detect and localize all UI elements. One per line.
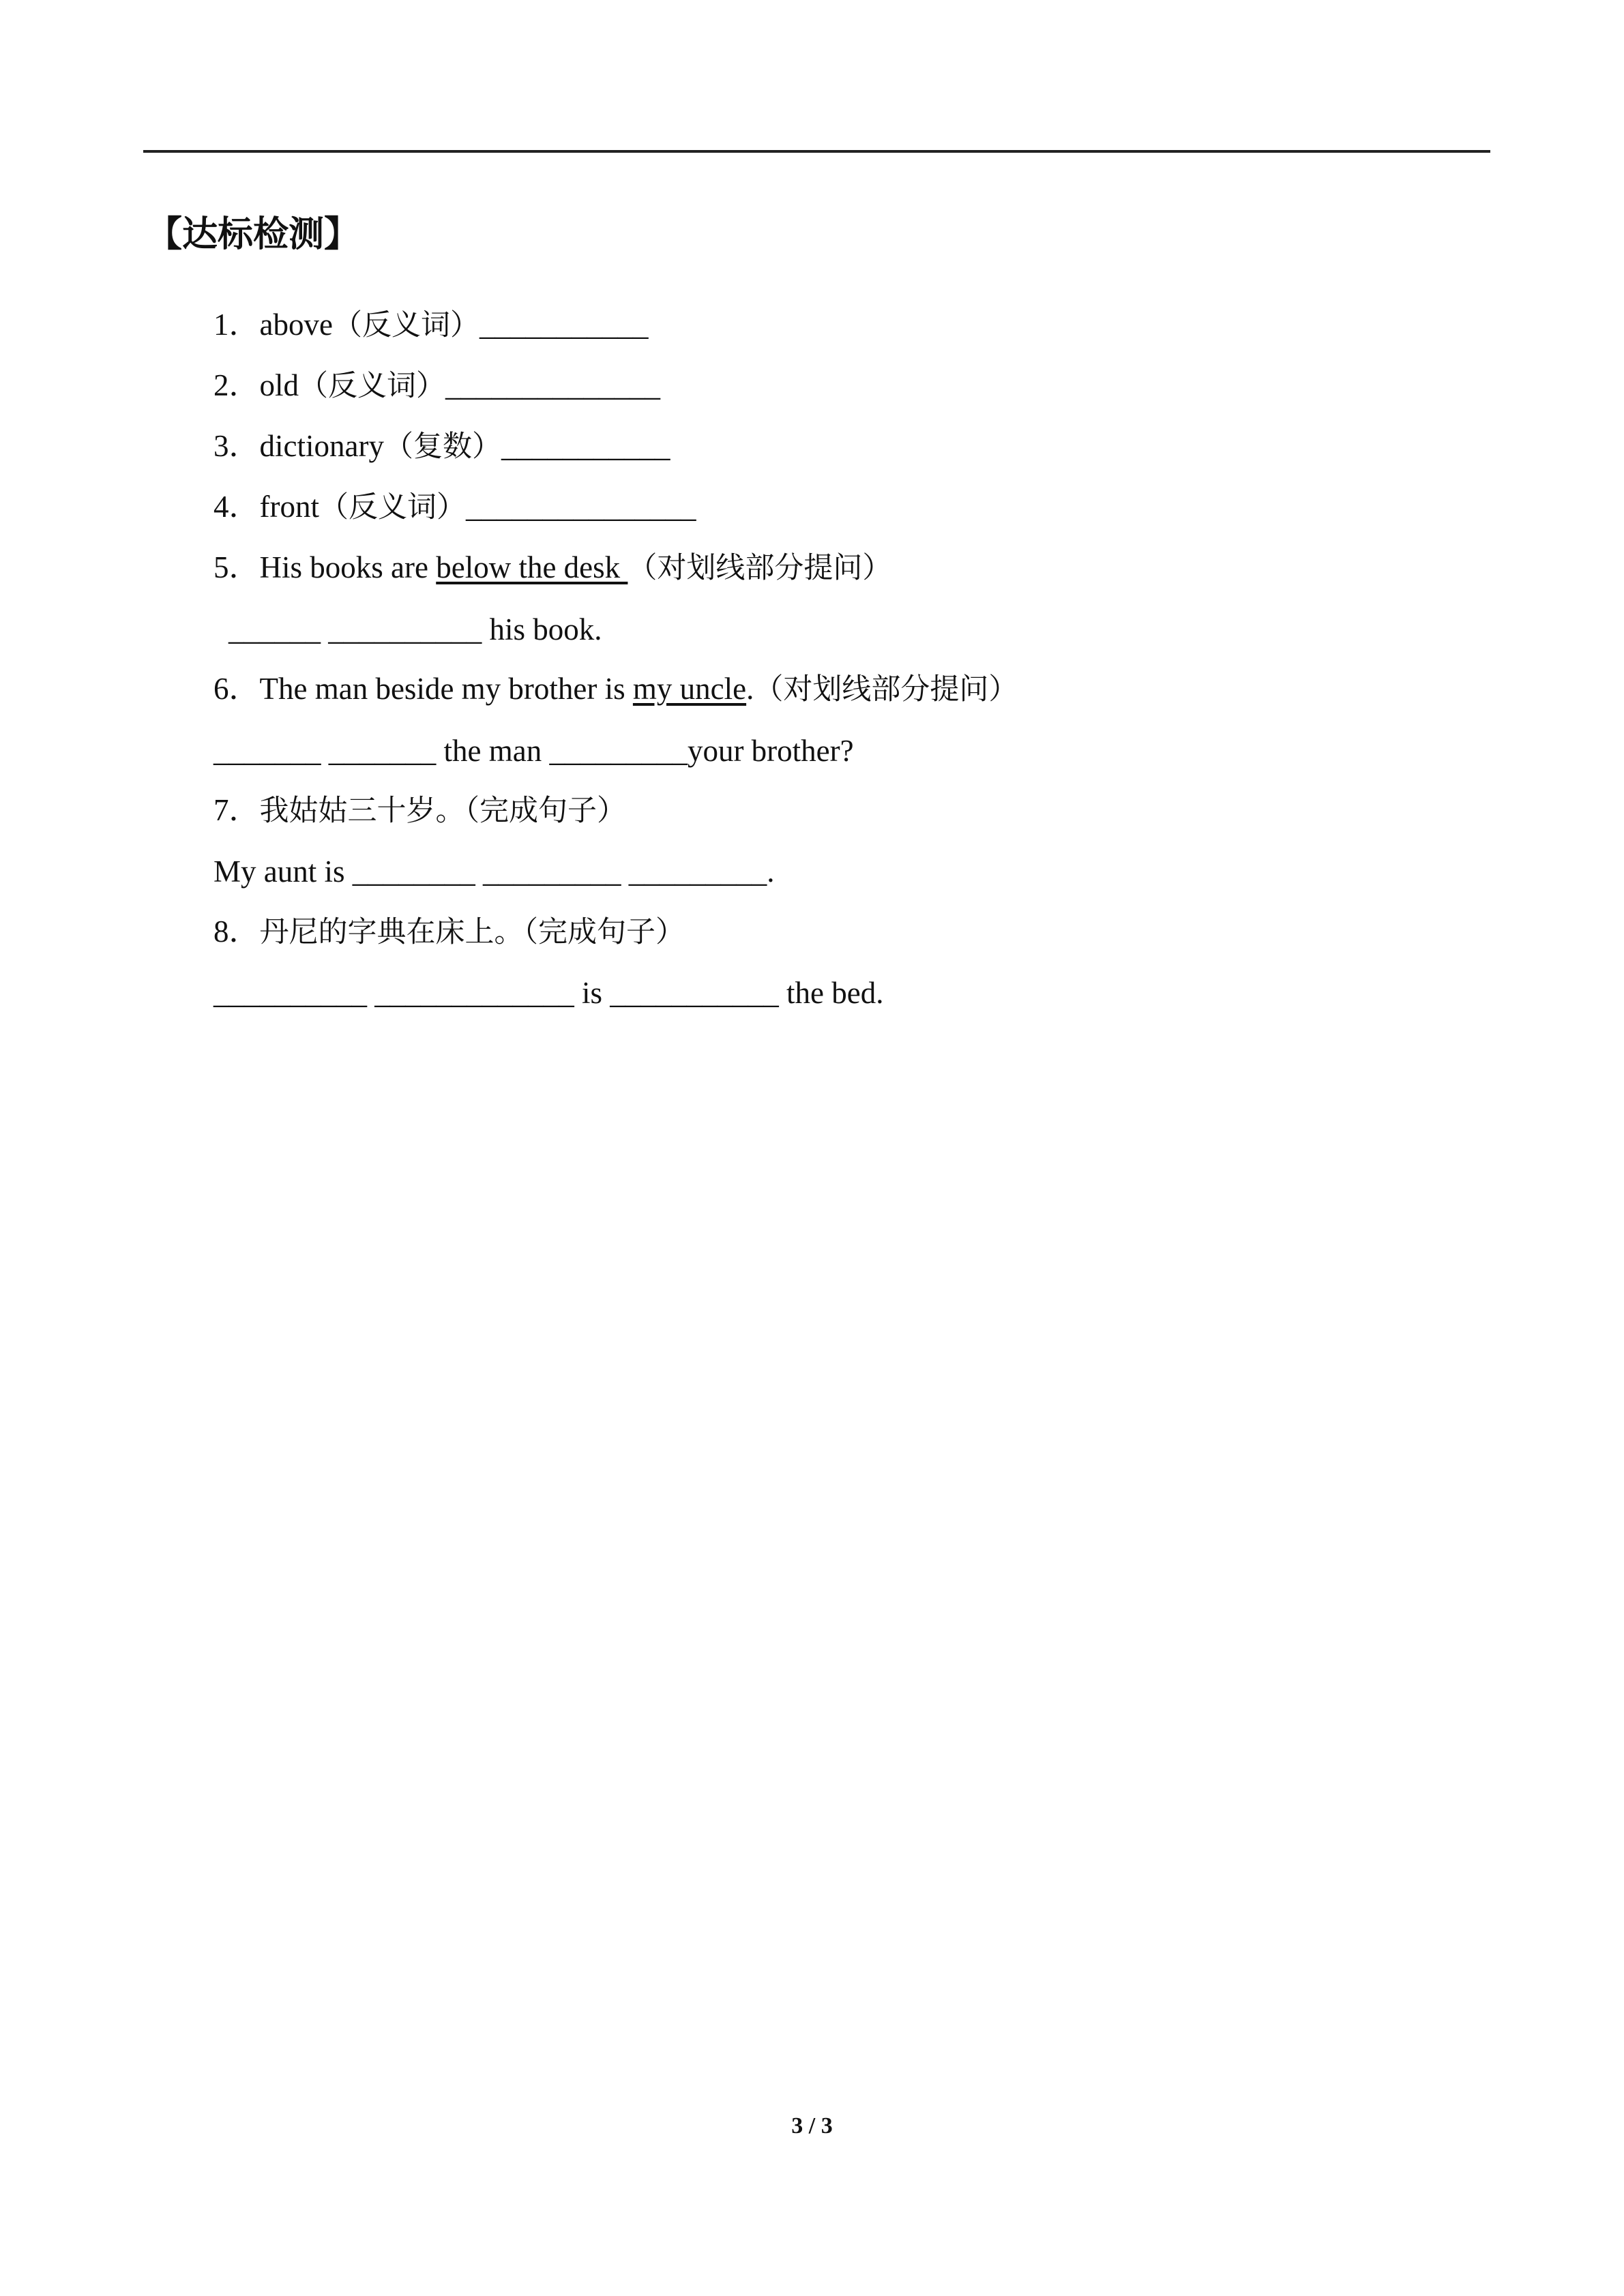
question-text: The man beside my brother is xyxy=(259,672,633,706)
page-number: 3 / 3 xyxy=(791,2113,833,2138)
question-number: 1． xyxy=(213,308,260,342)
question-number: 3． xyxy=(213,429,260,463)
header-rule xyxy=(143,150,1490,153)
question-text: 丹尼的字典在床上。（完成句子） xyxy=(259,915,685,949)
question-4 xyxy=(213,488,696,526)
question-note: （复数） xyxy=(383,430,501,464)
question-text: 我姑姑三十岁。（完成句子） xyxy=(259,794,627,828)
answer-line-7[interactable]: My aunt is ________ _________ _________. xyxy=(213,854,775,889)
answer-blank[interactable]: ______________ xyxy=(445,368,661,402)
answer-line-5[interactable]: ______ __________ his book. xyxy=(228,612,602,646)
section-title: 【达标检测】 xyxy=(147,214,360,255)
question-6 xyxy=(213,670,1018,709)
answer-line-8[interactable]: __________ _____________ is ___________ the bed. xyxy=(213,976,884,1010)
question-note: （反义词） xyxy=(319,490,466,524)
question-number: 8． xyxy=(213,914,260,949)
question-number: 5． xyxy=(213,550,260,584)
question-number: 4． xyxy=(213,490,260,524)
question-number: 6． xyxy=(213,672,260,706)
question-number: 2． xyxy=(213,368,260,402)
question-word: front xyxy=(259,490,319,524)
question-2 xyxy=(213,366,660,405)
question-note: （对划线部分提问） xyxy=(628,551,892,585)
question-3 xyxy=(213,427,670,466)
answer-line-6[interactable]: _______ _______ the man _________your brother? xyxy=(213,734,854,768)
question-note: （对划线部分提问） xyxy=(754,672,1018,706)
question-1 xyxy=(213,305,648,344)
question-word: dictionary xyxy=(259,429,384,463)
question-8 xyxy=(213,912,685,951)
question-7 xyxy=(213,791,626,830)
question-note: （反义词） xyxy=(299,369,446,403)
question-number: 7． xyxy=(213,793,260,827)
underlined-phrase: below the desk xyxy=(436,550,628,584)
question-text: His books are xyxy=(259,550,437,584)
answer-blank[interactable]: ___________ xyxy=(479,308,649,342)
question-5 xyxy=(213,548,891,587)
question-word: above xyxy=(259,308,333,342)
underlined-phrase: my uncle xyxy=(632,672,747,706)
question-note: （反义词） xyxy=(332,308,479,342)
question-word: old xyxy=(259,368,299,402)
answer-blank[interactable]: _______________ xyxy=(466,490,696,524)
answer-blank[interactable]: ___________ xyxy=(501,429,670,463)
question-punct: . xyxy=(746,672,754,706)
